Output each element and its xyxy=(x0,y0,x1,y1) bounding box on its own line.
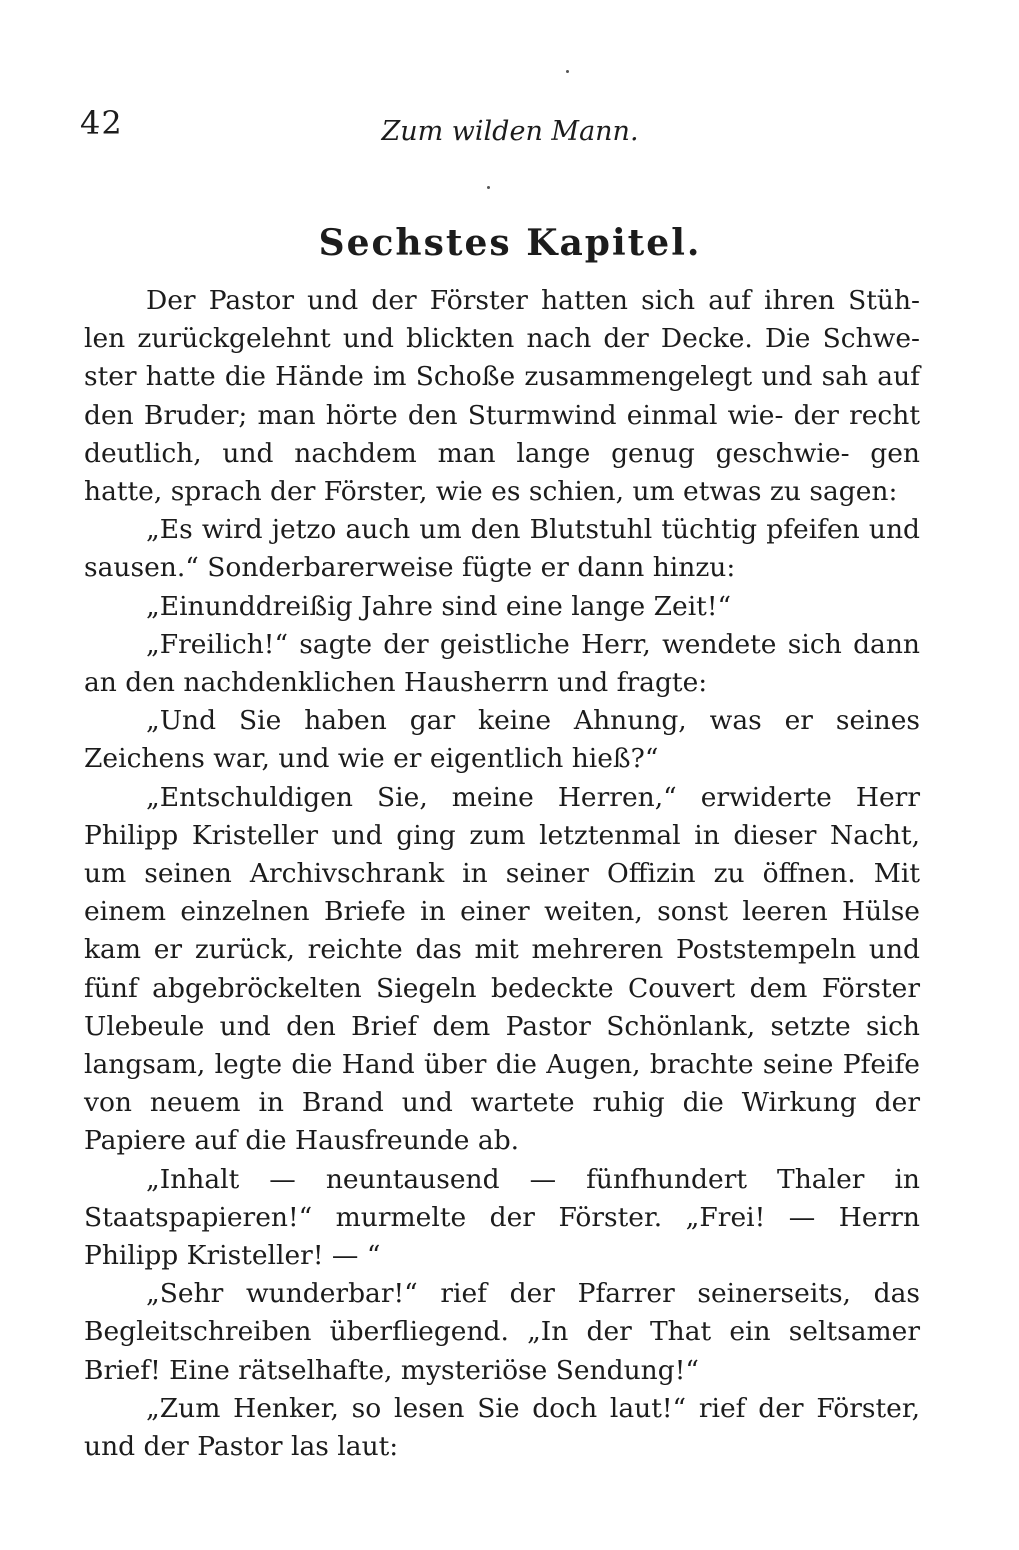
body-text xyxy=(84,282,920,1466)
running-title: Zum wilden Mann. xyxy=(381,116,639,147)
paragraph: „Inhalt — neuntausend — fünfhundert Thaler in Staatspapieren!“ murmelte der Förster. „Frei! — Herrn Philipp Kristeller! — “ xyxy=(84,1163,920,1272)
paragraph: Der Pastor und der Förster hatten sich auf ihren Stüh- len zurückgelehnt und blickten nach der Decke. Die Schwe- ster hatte die Hände im Schoße zusammengelegt und sah auf den Bruder; man hörte den Sturmwind einmal wie- der recht deutlich, und nachdem man lange genug geschwie- gen hatte, sprach der Förster, wie es schien, um etwas zu sagen: xyxy=(84,285,920,508)
print-speck xyxy=(487,186,490,189)
paragraph: „Einunddreißig Jahre sind eine lange Zeit!“ xyxy=(146,590,732,622)
page-header xyxy=(80,104,940,154)
paragraph: „Entschuldigen Sie, meine Herren,“ erwiderte Herr Philipp Kristeller und ging zum letztenmal in dieser Nacht, um seinen Archivschrank in seiner Offizin zu öffnen. Mit einem einzelnen Briefe in einer weiten, sonst leeren Hülse kam er zurück, reichte das mit mehreren Poststempeln und fünf abgebröckelten Siegeln bedeckte Couvert dem Förster Ulebeule und den Brief dem Pastor Schönlank, setzte sich langsam, legte die Hand über die Augen, brachte seine Pfeife von neuem in Brand und wartete ruhig die Wirkung der Papiere auf die Hausfreunde ab. xyxy=(84,781,920,1157)
chapter-title: Sechstes Kapitel. xyxy=(318,222,702,264)
paragraph: „Freilich!“ sagte der geistliche Herr, wendete sich dann an den nachdenklichen Hausherrn und fragte: xyxy=(84,628,920,699)
print-speck xyxy=(566,70,569,73)
paragraph: „Es wird jetzo auch um den Blutstuhl tüchtig pfeifen und sausen.“ Sonderbarerweise fügte er dann hinzu: xyxy=(84,514,920,584)
paragraph: „Zum Henker, so lesen Sie doch laut!“ rief der Förster, und der Pastor las laut: xyxy=(84,1392,920,1463)
page-number: 42 xyxy=(80,104,123,142)
paragraph: „Sehr wunderbar!“ rief der Pfarrer seinerseits, das Begleitschreiben überfliegend. „In der That ein seltsamer Brief! Eine rätselhafte, mysteriöse Sendung!“ xyxy=(84,1278,920,1386)
paragraph: „Und Sie haben gar keine Ahnung, was er seines Zeichens war, und wie er eigentlich hieß?“ xyxy=(84,705,920,775)
